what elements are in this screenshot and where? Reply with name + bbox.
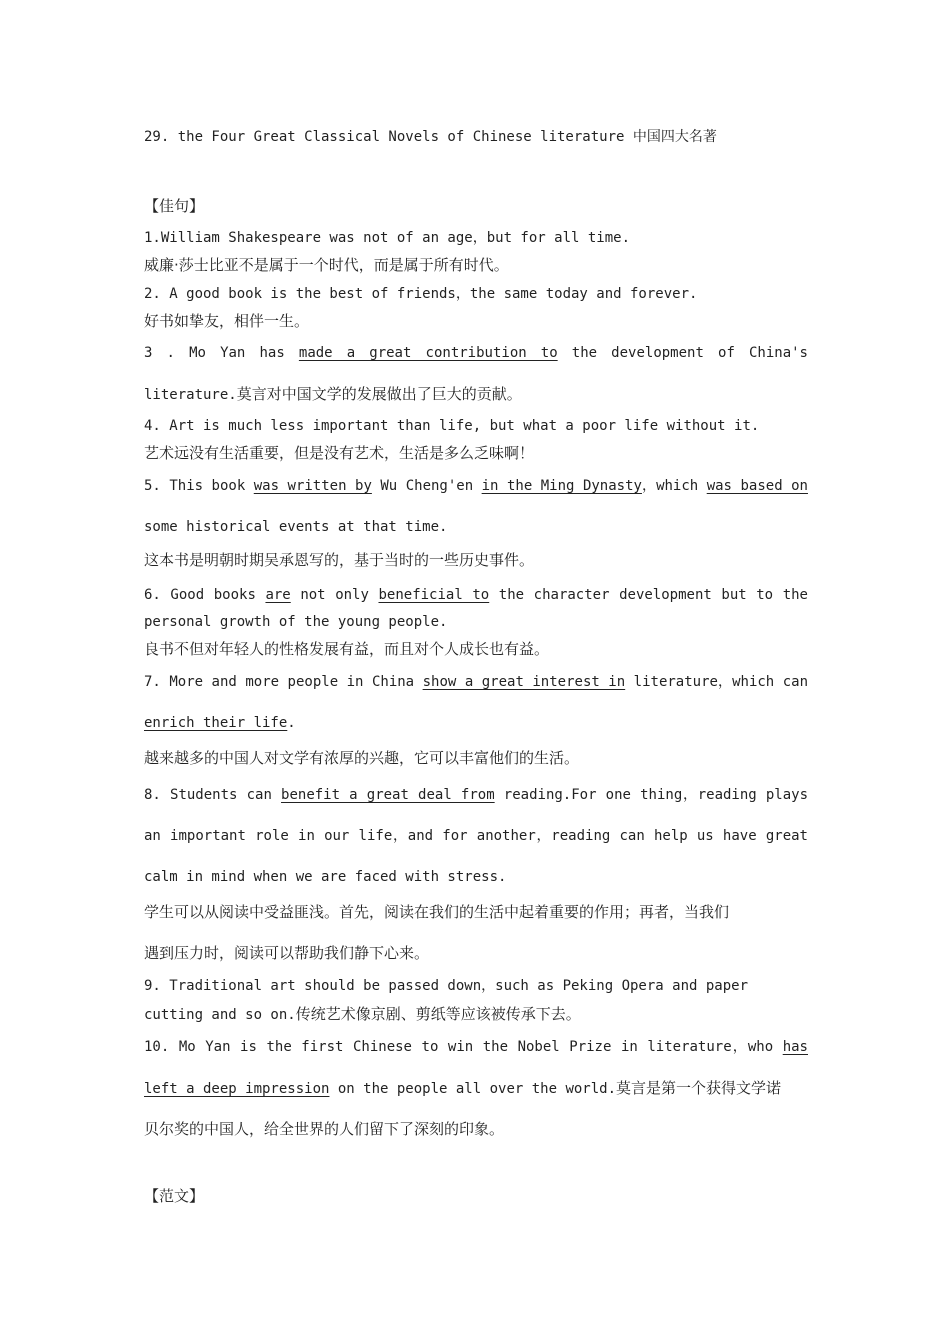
sentence-4-english: 4. Art is much less important than life, but what a poor life without it. [144, 418, 760, 434]
phrase-underline: made a great contribution to [298, 345, 558, 361]
section-heading-essay: 【范文】 [144, 1187, 205, 1205]
phrase-underline: beneficial to [378, 587, 490, 603]
phrase-underline: left a deep impression [144, 1081, 330, 1097]
sentence-5-chinese: 这本书是明朝时期吴承恩写的，基于当时的一些历史事件。 [144, 551, 535, 569]
sentence-7-chinese: 越来越多的中国人对文学有浓厚的兴趣，它可以丰富他们的生活。 [144, 749, 580, 767]
sentence-3-continuation: literature.莫言对中国文学的发展做出了巨大的贡献。 [144, 385, 522, 403]
sentence-10-chinese-2: 贝尔奖的中国人，给全世界的人们留下了深刻的印象。 [144, 1120, 505, 1138]
sentence-8-english: 8. Students can benefit a great deal from reading.For one thing，reading plays [144, 787, 809, 803]
sentence-6-english: 6. Good books are not only beneficial to the character development but to the [144, 587, 808, 603]
sentence-7-continuation: enrich their life. [144, 715, 296, 731]
sentence-1-english: 1.William Shakespeare was not of an age，but for all time. [144, 230, 631, 246]
phrase-underline: in the Ming Dynasty [481, 478, 642, 494]
sentence-8-chinese-2: 遇到压力时，阅读可以帮助我们静下心来。 [144, 944, 430, 962]
sentence-2-chinese: 好书如挚友，相伴一生。 [144, 312, 310, 330]
sentence-8-line-2: an important role in our life，and for another，reading can help us have great [144, 828, 808, 844]
section-heading-sentences: 【佳句】 [144, 197, 205, 215]
phrase-underline: has [782, 1039, 808, 1055]
sentence-6-chinese: 良书不但对年轻人的性格发展有益，而且对个人成长也有益。 [144, 640, 550, 658]
sentence-9-chinese: 传统艺术像京剧、剪纸等应该被传承下去。 [295, 1005, 581, 1023]
sentence-7-english: 7. More and more people in China show a great interest in literature，which can [144, 674, 809, 690]
phrase-underline: show a great interest in [422, 674, 626, 690]
sentence-3-chinese: 莫言对中国文学的发展做出了巨大的贡献。 [236, 385, 522, 403]
sentence-5-english: 5. This book was written by Wu Cheng'en in the Ming Dynasty，which was based on [144, 478, 808, 494]
phrase-underline: benefit a great deal from [281, 787, 495, 803]
phrase-underline: was based on [706, 478, 808, 494]
sentence-9-english: 9. Traditional art should be passed down，such as Peking Opera and paper [144, 978, 749, 994]
sentence-8-chinese-1: 学生可以从阅读中受益匪浅。首先，阅读在我们的生活中起着重要的作用；再者，当我们 [144, 903, 730, 921]
vocab-item-29: 29. the Four Great Classical Novels of Chinese literature 中国四大名著 [144, 129, 717, 145]
sentence-4-chinese: 艺术远没有生活重要，但是没有艺术，生活是多么乏味啊！ [144, 444, 535, 462]
sentence-10-continuation: left a deep impression on the people all over the world.莫言是第一个获得文学诺 [144, 1079, 782, 1097]
sentence-3-english: 3 . Mo Yan has made a great contribution to the development of China's [144, 345, 808, 361]
sentence-9-continuation: cutting and so on.传统艺术像京剧、剪纸等应该被传承下去。 [144, 1005, 581, 1023]
sentence-10-english: 10. Mo Yan is the first Chinese to win the Nobel Prize in literature，who has [144, 1039, 808, 1055]
sentence-8-line-3: calm in mind when we are faced with stress. [144, 869, 507, 885]
sentence-1-chinese: 威廉·莎士比亚不是属于一个时代，而是属于所有时代。 [144, 256, 509, 274]
sentence-5-continuation: some historical events at that time. [144, 519, 448, 535]
sentence-10-chinese-1: 莫言是第一个获得文学诺 [616, 1079, 782, 1097]
phrase-underline: are [265, 587, 291, 603]
sentence-2-english: 2. A good book is the best of friends，the same today and forever. [144, 286, 698, 302]
sentence-6-continuation: personal growth of the young people. [144, 614, 448, 630]
phrase-underline: was written by [253, 478, 372, 494]
phrase-underline: enrich their life [144, 715, 288, 731]
